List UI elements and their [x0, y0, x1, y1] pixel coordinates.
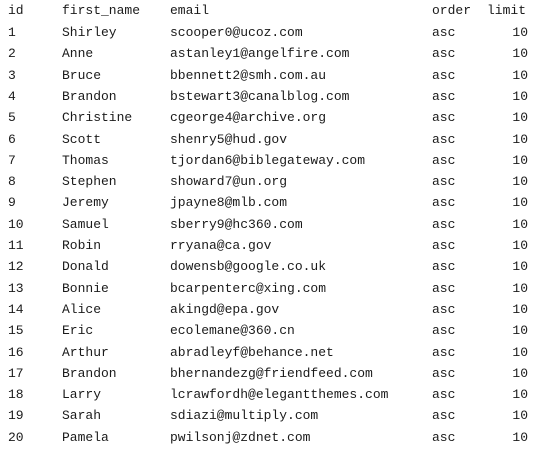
cell-id: 6 — [8, 131, 16, 147]
cell-limit: 10 — [512, 344, 528, 360]
cell-id: 20 — [8, 429, 24, 445]
column-header-order: order — [432, 3, 472, 18]
cell-email: bhernandezg@friendfeed.com — [170, 365, 373, 381]
cell-order: asc — [432, 131, 456, 147]
cell-limit: 10 — [512, 301, 528, 317]
cell-email: scooper0@ucoz.com — [170, 25, 303, 40]
cell-order: asc — [432, 216, 456, 232]
cell-first-name: Brandon — [62, 88, 117, 104]
cell-id: 2 — [8, 46, 16, 62]
cell-order: asc — [432, 238, 456, 253]
cell-order: asc — [432, 110, 456, 126]
cell-email: jpayne8@mlb.com — [170, 195, 288, 211]
cell-id: 13 — [8, 280, 24, 296]
cell-limit: 10 — [512, 152, 528, 168]
cell-id: 5 — [8, 110, 16, 126]
cell-order: asc — [432, 408, 456, 424]
cell-limit: 10 — [512, 387, 528, 403]
cell-order: asc — [432, 280, 456, 296]
cell-limit: 10 — [512, 365, 528, 381]
cell-order: asc — [432, 323, 456, 339]
cell-id: 7 — [8, 152, 16, 168]
cell-first-name: Thomas — [62, 152, 109, 168]
cell-order: asc — [432, 429, 456, 445]
cell-limit: 10 — [512, 174, 528, 190]
cell-email: sdiazi@multiply.com — [170, 408, 319, 424]
cell-first-name: Shirley — [62, 25, 117, 40]
cell-limit: 10 — [512, 131, 528, 147]
cell-id: 3 — [8, 67, 16, 83]
cell-order: asc — [432, 88, 456, 104]
table-row — [0, 363, 540, 384]
cell-id: 16 — [8, 344, 24, 360]
cell-id: 12 — [8, 259, 24, 275]
cell-email: akingd@epa.gov — [170, 301, 280, 317]
table-row — [0, 427, 540, 448]
cell-email: rryana@ca.gov — [170, 238, 272, 253]
cell-id: 8 — [8, 174, 16, 190]
cell-order: asc — [432, 344, 456, 360]
table-row — [0, 320, 540, 341]
cell-limit: 10 — [512, 110, 528, 126]
cell-order: asc — [432, 174, 456, 190]
cell-order: asc — [432, 25, 456, 40]
cell-first-name: Stephen — [62, 174, 117, 190]
table-row — [0, 214, 540, 235]
cell-email: bstewart3@canalblog.com — [170, 88, 350, 104]
cell-id: 4 — [8, 88, 16, 104]
cell-id: 14 — [8, 301, 24, 317]
cell-email: bbennett2@smh.com.au — [170, 67, 327, 83]
table-row — [0, 107, 540, 128]
cell-limit: 10 — [512, 429, 528, 445]
cell-email: cgeorge4@archive.org — [170, 110, 327, 126]
table-row — [0, 256, 540, 277]
table-row — [0, 65, 540, 86]
cell-email: astanley1@angelfire.com — [170, 46, 350, 62]
header-row — [0, 0, 540, 21]
cell-id: 1 — [8, 25, 16, 40]
cell-email: bcarpenterc@xing.com — [170, 280, 327, 296]
cell-id: 15 — [8, 323, 24, 339]
cell-first-name: Jeremy — [62, 195, 109, 211]
cell-first-name: Eric — [62, 323, 94, 339]
cell-limit: 10 — [512, 216, 528, 232]
cell-first-name: Arthur — [62, 344, 109, 360]
cell-email: lcrawfordh@elegantthemes.com — [170, 387, 389, 403]
table-row — [0, 86, 540, 107]
cell-order: asc — [432, 152, 456, 168]
cell-limit: 10 — [512, 238, 528, 253]
cell-limit: 10 — [512, 195, 528, 211]
cell-order: asc — [432, 67, 456, 83]
cell-first-name: Bonnie — [62, 280, 109, 296]
cell-first-name: Pamela — [62, 429, 109, 445]
cell-order: asc — [432, 195, 456, 211]
table-row — [0, 299, 540, 320]
cell-id: 19 — [8, 408, 24, 424]
cell-id: 9 — [8, 195, 16, 211]
cell-limit: 10 — [512, 259, 528, 275]
cell-id: 18 — [8, 387, 24, 403]
table-row — [0, 150, 540, 171]
cell-email: sberry9@hc360.com — [170, 216, 303, 232]
cell-email: pwilsonj@zdnet.com — [170, 429, 311, 445]
cell-first-name: Alice — [62, 301, 102, 317]
table-row — [0, 235, 540, 256]
column-header-limit: limit — [487, 3, 527, 18]
cell-limit: 10 — [512, 280, 528, 296]
table-row — [0, 384, 540, 405]
table-row — [0, 43, 540, 64]
cell-limit: 10 — [512, 67, 528, 83]
cell-first-name: Larry — [62, 387, 102, 403]
column-header-email: email — [170, 3, 210, 18]
cell-email: shenry5@hud.gov — [170, 131, 288, 147]
table-row — [0, 342, 540, 363]
table-row — [0, 129, 540, 150]
cell-first-name: Sarah — [62, 408, 102, 424]
cell-email: dowensb@google.co.uk — [170, 259, 327, 275]
cell-email: showard7@un.org — [170, 174, 288, 190]
cell-id: 11 — [8, 238, 24, 253]
cell-limit: 10 — [512, 408, 528, 424]
cell-email: ecolemane@360.cn — [170, 323, 295, 339]
cell-limit: 10 — [512, 25, 528, 40]
table-row — [0, 192, 540, 213]
cell-first-name: Donald — [62, 259, 109, 275]
cell-first-name: Anne — [62, 46, 94, 62]
cell-order: asc — [432, 301, 456, 317]
table-row — [0, 278, 540, 299]
cell-email: tjordan6@biblegateway.com — [170, 152, 366, 168]
table-row — [0, 405, 540, 426]
cell-id: 10 — [8, 216, 24, 232]
cell-email: abradleyf@behance.net — [170, 344, 334, 360]
cell-first-name: Brandon — [62, 365, 117, 381]
cell-order: asc — [432, 259, 456, 275]
cell-first-name: Scott — [62, 131, 102, 147]
column-header-id: id — [8, 3, 24, 18]
cell-first-name: Robin — [62, 238, 102, 253]
cell-order: asc — [432, 365, 456, 381]
cell-limit: 10 — [512, 88, 528, 104]
cell-order: asc — [432, 387, 456, 403]
column-header-first-name: first_name — [62, 3, 141, 18]
cell-id: 17 — [8, 365, 24, 381]
cell-first-name: Samuel — [62, 216, 109, 232]
cell-order: asc — [432, 46, 456, 62]
cell-first-name: Bruce — [62, 67, 102, 83]
cell-limit: 10 — [512, 323, 528, 339]
cell-limit: 10 — [512, 46, 528, 62]
table-row — [0, 22, 540, 43]
cell-first-name: Christine — [62, 110, 133, 126]
table-row — [0, 171, 540, 192]
